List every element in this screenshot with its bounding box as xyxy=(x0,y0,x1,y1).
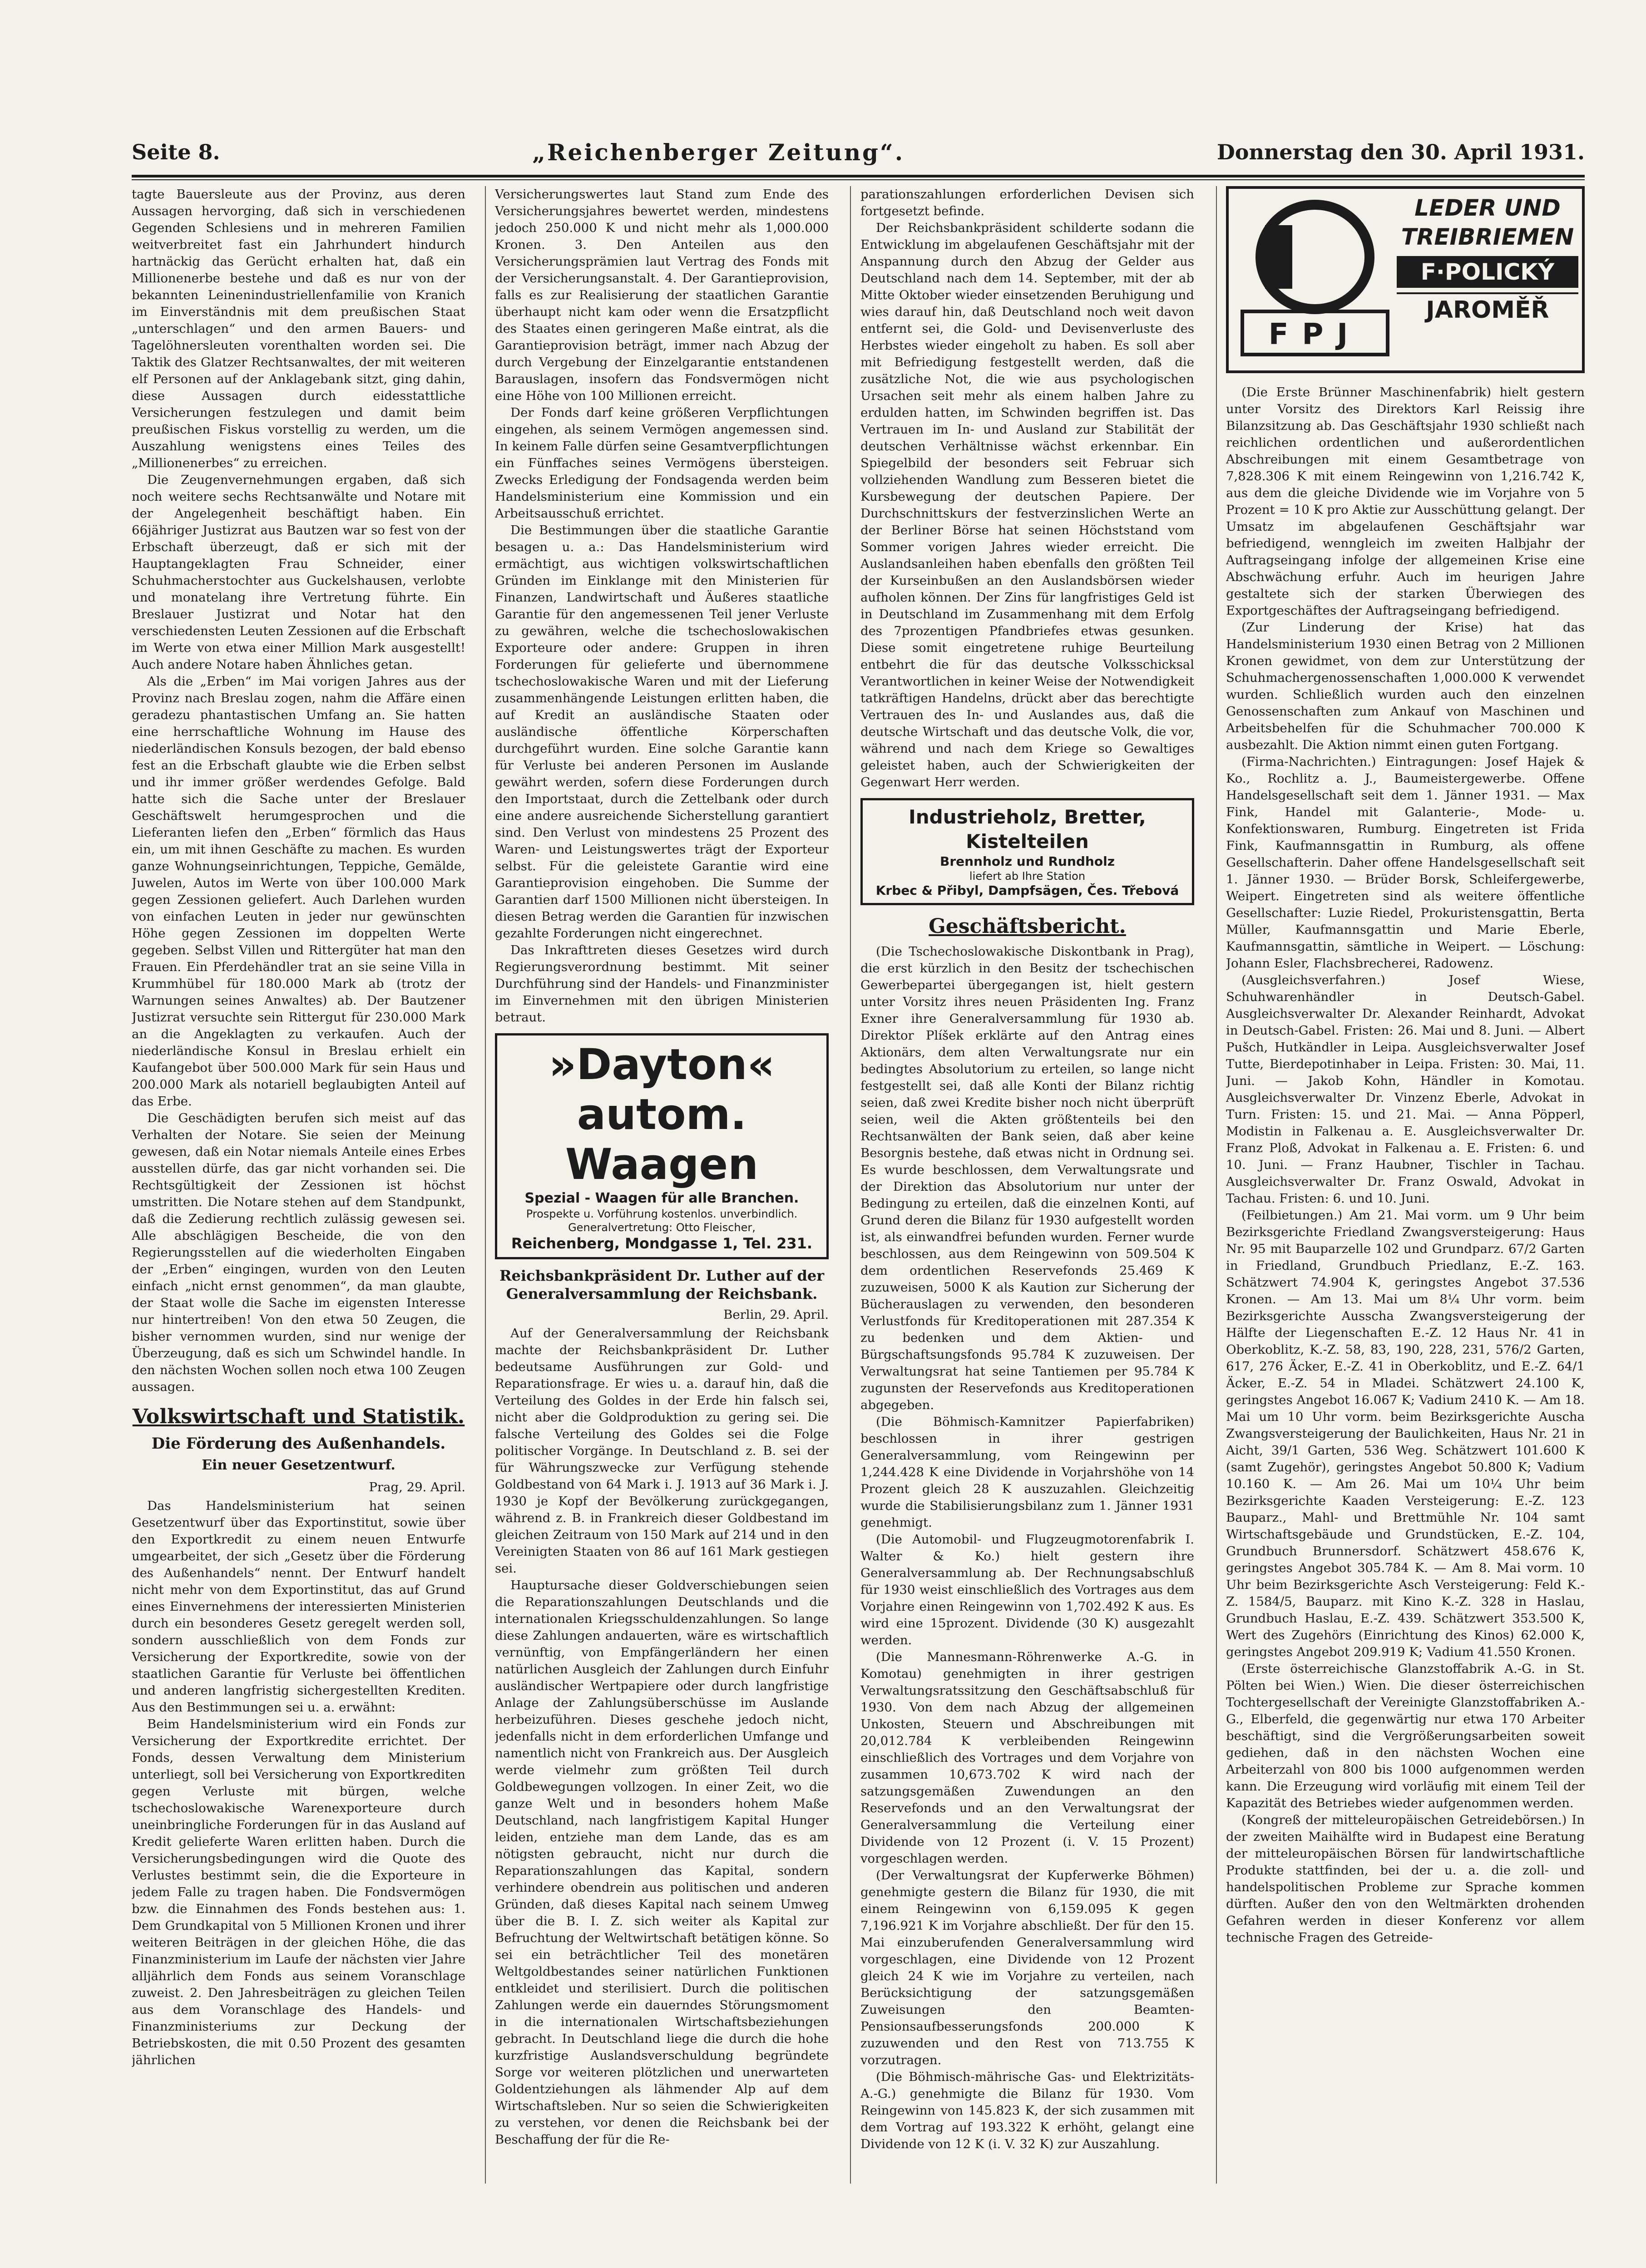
section-title: Geschäftsbericht. xyxy=(929,915,1126,938)
page-number: Seite 8. xyxy=(132,140,220,164)
article-paragraph: (Die Automobil- und Flugzeugmotorenfabrik I. Walter & Ko.) hielt gestern ihre Generalversammlung ab. Der Rechnungsabschluß für 1930 weist einschließlich des Vortrages aus dem Vorjahre einen Reingewinn von 1,702.492 K aus. Es wird eine 15prozent. Dividende (30 K) ausgezahlt werden. xyxy=(860,1532,1194,1647)
article-paragraph: Das Inkrafttreten dieses Gesetzes wird durch Regierungsverordnung bestimmt. Mit seiner Durchführung sind der Handels- und Finanzminister im Einvernehmen mit den übrigen Ministerien betraut. xyxy=(495,943,829,1025)
header-rule-thin xyxy=(132,179,1585,180)
ad-headline: Industrieholz, Bretter, Kistelteilen xyxy=(909,806,1146,853)
ad-details: liefert ab Ihre Station xyxy=(969,870,1086,883)
article-paragraph: Als die „Erben“ im Mai vorigen Jahres aus der Provinz nach Breslau zogen, nahm die Affäre einen geradezu phantastischen Umfang an. Sie hatten eine herrschaftliche Wohnung im Hause des niederländischen Konsuls bezogen, der bald ebenso fest an die Erbschaft glaubte wie die Erben selbst und ihr immer größer werdendes Gefolge. Bald hatte sich die Sache unter der Breslauer Geschäftswelt herumgesprochen und die Lieferanten liefen den „Erben“ förmlich das Haus ein, um mit ihnen Geschäfte zu machen. Es wurden ganze Wohnungseinrichtungen, Teppiche, Gemälde, Juwelen, Autos im Werte von über 100.000 Mark gegen Zessionen geliefert. Auch Darlehen wurden von einfachen Leuten in jeder nur gewünschten Höhe gegen Zessionen im doppelten Werte gegeben. Selbst Villen und Rittergüter hat man den Frauen. Ein Pferdehändler trat an sie seine Villa in Krummhübel für 180.000 Mark ab (trotz der Warnungen seines Anwaltes) ab. Der Bautzener Justizrat versuchte sein Rittergut für 230.000 Mark an die Angeklagten zu verkaufen. Auch der niederländische Konsul in Breslau erhielt ein Kaufangebot über 500.000 Mark für sein Haus und 200.000 Mark als notariell beglaubigten Anteil auf das Erbe. xyxy=(132,674,465,1109)
article-paragraph: Die Geschädigten berufen sich meist auf das Verhalten der Notare. Sie seien der Meinung gewesen, daß ein Notar niemals Anteile eines Erbes ausstellen dürfe, das gar nicht vorhanden sei. Die Rechtsgültigkeit der Zessionen ist höchst umstritten. Die Notare stehen auf dem Standpunkt, daß die Zedierung rechtlich zulässig gewesen sei. Alle abschlägigen Bescheide, die von den Regierungsstellen auf die wiederholten Eingaben der „Erben“ eingingen, wurden von den Leuten einfach „nicht ernst genommen“, da man glaubte, der Staat wolle die Sache im eigensten Interesse nur hintertreiben! Von den etwa 50 Zeugen, die bisher vernommen wurden, sind nur wenige der Überzeugung, daß es sich um Schwindel handle. In den nächsten Wochen sollen noch etwa 100 Zeugen aussagen. xyxy=(132,1111,465,1394)
ad-address: Krbec & Přibyl, Dampfsägen, Čes. Třebová xyxy=(875,883,1179,898)
column-divider xyxy=(1216,186,1217,2184)
dayton-advertisement xyxy=(495,1033,829,1259)
article-paragraph: Die Bestimmungen über die staatliche Garantie besagen u. a.: Das Handelsministerium wird ermächtigt, aus wichtigen volkswirtschaftlichen Gründen im Einklange mit den Ministerien für Finanzen, Landwirtschaft und Äußeres staatliche Garantie für den angemessenen Teil jener Verluste zu gewähren, welche die tschechoslowakischen Exporteure oder andere: Gruppen in ihren Forderungen für gelieferte und übernommene tschechoslowakische Waren und mit der Lieferung zusammenhängende Leistungen erlitten haben, die auf Kredit an ausländische Staaten oder ausländische öffentliche Körperschaften durchgeführt wurden. Eine solche Garantie kann für Verluste bei anderen Personen im Auslande gewährt werden, sofern diese Forderungen durch den Importstaat, durch die Zettelbank oder durch eine andere ausreichende Sicherstellung garantiert sind. Den Verlust von mindestens 25 Prozent des Waren- und Leistungswertes trägt der Exporteur selbst. Für die geleistete Garantie wird eine Garantieprovision eingehoben. Die Summe der Garantien darf 1500 Millionen nicht übersteigen. In diesen Betrag werden die Garantien für inzwischen gezahlte Forderungen nicht eingerechnet. xyxy=(495,523,829,941)
article-paragraph: (Feilbietungen.) Am 21. Mai vorm. um 9 Uhr beim Bezirksgerichte Friedland Zwangsversteigerung: Haus Nr. 95 mit Bauparzelle 102 und Grundparz. 67/2 Garten in Friedland, Grundbuch Priedlanz, E.-Z. 163. Schätzwert 74.904 K, geringstes Angebot 37.536 Kronen. — Am 13. Mai um 8¼ Uhr vorm. beim Bezirksgerichte Ausscha Zwangsversteigerung der Hälfte der Liegenschaften E.-Z. 12 Haus Nr. 41 in Oberkoblitz, K.-Z. 58, 83, 190, 228, 231, 576/2 Garten, 617, 276 Äcker, E.-Z. 41 in Oberkoblitz, und E.-Z. 64/1 Äcker, E.-Z. 54 in Mladei. Schätzwert 24.100 K, geringstes Angebot 16.067 K; Vadium 2410 K. — Am 18. Mai um 10 Uhr vorm. beim Bezirksgerichte Auscha Zwangsversteigerung der Baulichkeiten, Haus Nr. 21 in Aicht, 39/1 Garten, 536 Weg. Schätzwert 101.600 K (samt Zugehör), geringstes Angebot 50.800 K; Vadium 10.160 K. — Am 26. Mai um 10¼ Uhr beim Bezirksgerichte Kaaden Versteigerung: E.-Z. 123 Bauparz., Mahl- und Brettmühle Nr. 104 samt Wirtschaftsgebäude und Grundstücken, E.-Z. 104, Grundbuch Brunnersdorf. Schätzwert 458.676 K, geringstes Angebot 305.784 K. — Am 8. Mai vorm. 10 Uhr beim Bezirksgerichte Asch Versteigerung: Feld K.-Z. 1584/5, Bauparz. mit Kino K.-Z. 328 in Haslau, Grundbuch Haslau, E.-Z. 439. Schätzwert 353.500 K, Wert des Zugehörs (Einrichtung des Kinos) 62.000 K, geringstes Angebot 209.919 K; Vadium 41.550 Kronen. xyxy=(1226,1208,1585,1659)
article-headline: Die Förderung des Außenhandels. xyxy=(151,1435,446,1453)
article-paragraph: (Die Böhmisch-mährische Gas- und Elektrizitäts-A.-G.) genehmigte die Bilanz für 1930. Vom Reingewinn von 145.823 K, der sich zusammen mit dem Vortrag auf 193.322 K erhöht, gelangt eine Dividende von 12 K (i. V. 32 K) zur Auszahlung. xyxy=(860,2070,1194,2151)
article-paragraph: Hauptursache dieser Goldverschiebungen seien die Reparationszahlungen Deutschlands und die internationalen Kriegsschuldenzahlungen. So lange diese Zahlungen andauerten, wäre es wirtschaftlich vernünftig, von Empfängerländern her einen natürlichen Ausgleich der Zahlungen durch Einfuhr ausländischer Wertpapiere oder durch langfristige Anlage der Zahlungsüberschüsse im Auslande herbeizuführen. Dieses geschehe jedoch nicht, jedenfalls nicht in dem erforderlichen Umfange und namentlich nicht von Frankreich aus. Der Ausgleich werde vielmehr zum größten Teil durch Goldbewegungen vollzogen. In einer Zeit, wo die ganze Welt und in besonders hohem Maße Deutschland, nach langfristigem Kapital Hunger leiden, entziehe man dem Lande, das es am nötigsten gebraucht, nicht nur durch die Reparationszahlungen das Kapital, sondern verhindere obendrein aus politischen und anderen Gründen, daß dieses Kapital nach seinem Umweg über die B. I. Z. sich weiter als Kapital zur Befruchtung der Weltwirtschaft betätigen könne. So sei ein beträchtlicher Teil des monetären Weltgoldbestandes seiner natürlichen Funktionen entkleidet und sterilisiert. Durch die politischen Zahlungen werde ein dauerndes Störungsmoment in die internationalen Wirtschaftsbeziehungen gebracht. In Deutschland liege die durch die hohe kurzfristige Auslandsverschuldung begründete Sorge vor weiteren plötzlichen und unerwarteten Goldentziehungen als lähmender Alp auf dem Wirtschaftsleben. Nur so seien die Schwierigkeiten zu verstehen, vor denen die Reichsbank bei der Beschaffung der für die Re- xyxy=(495,1578,829,2147)
article-paragraph: (Die Böhmisch-Kamnitzer Papierfabriken) beschlossen in ihrer gestrigen Generalversammlung, vom Reingewinn per 1,244.428 K eine Dividende in Vorjahrshöhe von 14 Prozent gleich 28 K auszuzahlen. Gleichzeitig wurde die Stabilisierungsbilanz zum 1. Jänner 1931 genehmigt. xyxy=(860,1415,1194,1530)
issue-date: Donnerstag den 30. April 1931. xyxy=(1216,140,1585,164)
ad-line-treibriemen: TREIBRIEMEN xyxy=(1401,224,1574,250)
article-paragraph: Beim Handelsministerium wird ein Fonds zur Versicherung der Exportkredite errichtet. Der Fonds, dessen Verwaltung dem Ministerium unterliegt, soll bei Versicherung von Exportkrediten gegen Verluste mit bürgen, welche tschechoslowakische Warenexporteure durch uneinbringliche Forderungen für in das Ausland auf Kredit gelieferte Waren erlitten haben. Durch die Versicherungsbedingungen wird die Quote des Verlustes bestimmt sein, die die Exporteure in jedem Falle zu tragen haben. Die Fondsvermögen bzw. die Einnahmen des Fonds bestehen aus: 1. Dem Grundkapital von 5 Millionen Kronen und ihrer weiteren Beiträgen in der gleichen Höhe, die das Finanzministerium im Laufe der nächsten vier Jahre alljährlich dem Fonds aus seinem Voranschlage zuweist. 2. Den Jahresbeiträgen zu gleichen Teilen aus dem Voranschlage des Handels- und Finanzministeriums zur Deckung der Betriebskosten, die mit 0.50 Prozent des gesamten jährlichen xyxy=(132,1717,465,2067)
leder-treibriemen-advertisement xyxy=(1226,186,1585,373)
article-paragraph: (Erste österreichische Glanzstoffabrik A.-G. in St. Pölten bei Wien.) Wien. Die dieser österreichischen Tochtergesellschaft der Vereinigte Glanzstoffabriken A.-G., Elberfeld, die gegenwärtig nur etwa 170 Arbeiter beschäftigt, sind die Vergrößerungsarbeiten soweit gediehen, daß in den nächsten Wochen eine Arbeiterzahl von 800 bis 1000 aufgenommen werden kann. Die Erzeugung wird vorläufig mit einem Teil der Kapazität des Betriebes wieder aufgenommen werden. xyxy=(1226,1662,1585,1810)
ad-address: Reichenberg, Mondgasse 1, Tel. 231. xyxy=(511,1235,813,1252)
column-4 xyxy=(1226,186,1585,2184)
column-divider xyxy=(485,186,486,2184)
article-paragraph: (Zur Linderung der Krise) hat das Handelsministerium 1930 einen Betrag von 2 Millionen Kronen gewidmet, von dem zur Unterstützung der Schuhmachergenossenschaften 1,000.000 K verwendet wurden. Schließlich wurden auch den einzelnen Genossenschaften zum Ankauf von Maschinen und Arbeitsbehelfen für die Schuhmacher 700.000 K ausbezahlt. Die Aktion nimmt einen guten Fortgang. xyxy=(1226,620,1585,752)
ad-line-leder: LEDER UND xyxy=(1414,195,1561,221)
article-paragraph: Der Fonds darf keine größeren Verpflichtungen eingehen, als seinem Vermögen angemessen sind. In keinem Falle dürfen seine Gesamtverpflichtungen ein Fünffaches seines Vermögens übersteigen. Zwecks Erledigung der Fondsagenda werden beim Handelsministerium eine Kommission und ein Arbeitsausschuß errichtet. xyxy=(495,405,829,521)
column-divider xyxy=(850,186,851,2184)
article-headline: Reichsbankpräsident Dr. Luther auf der Generalversammlung der Reichsbank. xyxy=(499,1267,825,1302)
ad-brand: »Dayton« autom. Waagen xyxy=(549,1040,775,1189)
article-paragraph: (Die Tschechoslowakische Diskontbank in Prag), die erst kürzlich in den Besitz der tschechischen Gewerbepartei übergegangen ist, hielt gestern unter Vorsitz ihres neuen Präsidenten Ing. Franz Exner ihre Generalversammlung für 1930 ab. Direktor Plíšek erklärte auf den Antrag eines Aktionärs, dem alten Verwaltungsrate nur ein bedingtes Absolutorium zu erteilen, so lange nicht festgestellt sei, daß alle Konti der Bilanz richtig seien, daß zwei Kredite bisher noch nicht überprüft seien, weil die Akten größtenteils bei den Rechtsanwälten der Bank seien, daß aber keine Besorgnis bestehe, daß etwas nicht in Ordnung sei. Es wurde beschlossen, dem Verwaltungsrate und der Direktion das Absolutorium nur unter der Bedingung zu erteilen, daß die einzelnen Konti, auf Grund deren die Bilanz für 1930 aufgestellt worden ist, als einwandfrei befunden wurden. Ferner wurde beschlossen, aus dem Reingewinn von 509.504 K dem ordentlichen Reservefonds 25.469 K zuzuweisen, 5000 K als Kaution zur Sicherung der Bücherauslagen zu verwenden, den besonderen Verlustfonds für Kreditoperationen mit 287.354 K zu bedenken und dem Aktien- und Bürgschaftsungsfonds 95.784 K zuzuweisen. Der Verwaltungsrat hat seine Tantiemen per 95.784 K zugunsten der Reservefonds aus Kreditoperationen abgegeben. xyxy=(860,944,1194,1412)
logo-monogram: FPJ xyxy=(1268,318,1362,351)
article-subheadline: Ein neuer Gesetzentwurf. xyxy=(202,1457,395,1473)
article-paragraph: Versicherungswertes laut Stand zum Ende des Versicherungsjahres bewertet werden, mindestens jedoch 250.000 K und nicht mehr als 1,000.000 Kronen. 3. Den Anteilen aus den Versicherungsprämien laut Vertrag des Fonds mit der Versicherungsanstalt. 4. Der Garantieprovision, falls es zur Realisierung der staatlichen Garantie überhaupt nicht kam oder wenn die Ersatzpflicht des Staates einen geringeren Maße eintrat, als die Garantieprovision beträgt, immer nach Abzug der durch Vergebung der Einzelgarantie entstandenen Barauslagen, insofern das Fondsvermögen nicht eine Höhe von 100 Millionen erreicht. xyxy=(495,187,829,403)
article-paragraph: (Die Erste Brünner Maschinenfabrik) hielt gestern unter Vorsitz des Direktors Karl Reissig ihre Bilanzsitzung ab. Das Geschäftsjahr 1930 schließt nach reichlichen ordentlichen und außerordentlichen Abschreibungen mit einem Gesamtbetrage von 7,828.306 K mit einem Reingewinn von 1,216.742 K, aus dem die gleiche Dividende wie im Vorjahre von 5 Prozent = 10 K pro Aktie zur Ausschüttung gelangt. Der Umsatz im abgelaufenen Geschäftsjahr war befriedigend, wenngleich im zweiten Halbjahr der Auftragseingang infolge der allgemeinen Krise eine Abschwächung erfuhr. Auch im heurigen Jahre gestaltete sich der starken Überwiegen des Exportgeschäftes der Auftragseingang befriedigend. xyxy=(1226,385,1585,618)
column-3 xyxy=(860,186,1194,2184)
article-paragraph: Auf der Generalversammlung der Reichsbank machte der Reichsbankpräsident Dr. Luther bedeutsame Ausführungen zur Gold- und Reparationsfrage. Er wies u. a. darauf hin, daß die Verteilung des Goldes in der Erde hin falsch sei, nicht aber die Goldproduktion zu gering sei. Die falsche Verteilung des Goldes sei die Folge politischer Vorgänge. In Deutschland z. B. sei der für Währungszwecke zur Verfügung stehende Goldbestand von 64 Mark i. J. 1913 auf 36 Mark i. J. 1930 je Kopf der Bevölkerung zurückgegangen, während z. B. in Frankreich dieser Goldbestand im gleichen Zeitraum von 150 Mark auf 214 und in den Vereinigten Staaten von 86 auf 161 Mark gestiegen sei. xyxy=(495,1326,829,1576)
ad-subline: Brennholz und Rundholz xyxy=(939,854,1115,869)
newspaper-title: „Reichenberger Zeitung“. xyxy=(532,138,905,166)
column-1 xyxy=(132,186,465,2184)
column-2 xyxy=(495,186,829,2184)
ad-tagline: Spezial - Waagen für alle Branchen. xyxy=(524,1190,799,1206)
section-title: Volkswirtschaft und Statistik. xyxy=(132,1405,465,1428)
article-paragraph: (Ausgleichsverfahren.) Josef Wiese, Schuhwarenhändler in Deutsch-Gabel. Ausgleichsverwalter Dr. Alexander Reinhardt, Advokat in Deutsch-Gabel. Fristen: 26. Mai und 8. Juni. — Albert Pušch, Hutkändler in Leipa. Ausgleichsverwalter Josef Tutte, Bierdepotinhaber in Leipa. Fristen: 30. Mai, 11. Juni. — Jakob Kohn, Händler in Komotau. Ausgleichsverwalter Dr. Vinzenz Eberle, Advokat in Turn. Fristen: 15. und 21. Mai. — Anna Pöpperl, Modistin in Falkenau a. E. Ausgleichsverwalter Dr. Franz Ploß, Advokat in Falkenau a. E. Fristen: 6. und 10. Juni. — Franz Haubner, Tischler in Tachau. Ausgleichsverwalter Dr. Franz Oswald, Advokat in Tachau. Fristen: 6. und 10. Juni. xyxy=(1226,973,1585,1206)
header-rule xyxy=(132,175,1585,177)
article-paragraph: Das Handelsministerium hat seinen Gesetzentwurf über das Exportinstitut, sowie über den Exportkredit zu einem neuen Entwurfe umgearbeitet, der sich „Gesetz über die Förderung des Außenhandels“ nennt. Der Entwurf handelt nicht mehr von dem Exportinstitut, das auf Grund eines Einvernehmens der interessierten Ministerien durch ein besonderes Gesetz geregelt werden soll, sondern ausschließlich von dem Fonds zur Versicherung der Exportkredite, sowie von der staatlichen Garantie für Verluste bei öffentlichen und anderen langfristig sichergestellten Krediten. Aus den Bestimmungen sei u. a. erwähnt: xyxy=(132,1499,465,1715)
ad-details: Prospekte u. Vorführung kostenlos. unverbindlich. Generalvertretung: Otto Fleischer, xyxy=(526,1208,798,1234)
article-paragraph: (Firma-Nachrichten.) Eintragungen: Josef Hajek & Ko., Rochlitz a. J., Baumeistergewerbe. Offene Handelsgesellschaft seit dem 1. Jänner 1931. — Max Fink, Handel mit Galanterie-, Mode- u. Konfektionswaren, Rumburg. Eingetreten ist Frida Fink, Kaufmannsgattin in Rumburg, als offene Gesellschafterin. Daher offene Handelsgesellschaft seit 1. Jänner 1930. — Brüder Borsk, Schleifergewerbe, Weipert. Eingetreten sind als weitere öffentliche Gesellschafter: Luzie Riedel, Prokuristensgattin, Berta Müller, Kaufmannsgattin und Marie Eberle, Kaufmannsgattin, sämtliche in Weipert. — Löschung: Johann Esler, Flachsbrecherei, Radowenz. xyxy=(1226,754,1585,971)
ad-line-city: JAROMĚŘ xyxy=(1397,292,1578,326)
page-header xyxy=(132,136,1585,168)
article-paragraph: Die Zeugenvernehmungen ergaben, daß sich noch weitere sechs Rechtsanwälte und Notare mit der Angelegenheit beschäftigt haben. Ein 66jähriger Justizrat aus Bautzen war so fest von der Erbschaft überzeugt, daß er sich mit der Hauptangeklagten Frau Schneider, einer Schuhmacherstochter aus Guckelshausen, verlobte und monatelang ihre Vertretung führte. Ein Breslauer Justizrat und Notar hat den verschiedensten Leuten Zessionen auf die Erbschaft im Werte von etwa einer Million Mark ausgestellt! Auch andere Notare haben Ähnliches getan. xyxy=(132,473,465,672)
article-paragraph: tagte Bauersleute aus der Provinz, aus deren Aussagen hervorging, daß sich in verschiedenen Gegenden Schlesiens und in mehreren Familien weitverbreitet fast ein Jahrhundert hindurch hartnäckig das Gerücht erhalten hat, daß ein Millionenerbe bestehe und daß es nur von der bekannten Leinenindustriellenfamilie von Kranich im Einverständnis mit dem preußischen Staat „unterschlagen“ und den armen Bauers- und Tagelöhnersleuten vorenthalten worden sei. Die Taktik des Glatzer Rechtsanwaltes, der mit weiteren elf Personen auf der Anklagebank sitzt, ging dahin, diese Aussagen durch eidesstattliche Versicherungen festzulegen und damit beim preußischen Fiskus vorstellig zu werden, um die Auszahlung wenigstens eines Teiles des „Millionenerbes“ zu erreichen. xyxy=(132,187,465,470)
article-paragraph: Der Reichsbankpräsident schilderte sodann die Entwicklung im abgelaufenen Geschäftsjahr mit der Anspannung durch den Abzug der Gelder aus Deutschland nach dem 14. September, mit der ab Mitte Oktober wieder einsetzenden Beruhigung und wies darauf hin, daß Deutschland noch weit davon entfernt sei, die Gold- und Devisenverluste des Herbstes wieder eingeholt zu haben. Es soll aber mit Befriedigung festgestellt werden, daß die zusätzliche Not, die wie aus psychologischen Ursachen seit mehr als einem halben Jahre zu erdulden hatten, im Schwinden begriffen ist. Das Vertrauen im In- und Ausland zur Stabilität der deutschen Verhältnisse wächst erkennbar. Ein Spiegelbild der besonders seit Februar sich vollziehenden Wandlung zum Besseren bietet die Kursbewegung der deutschen Papiere. Der Durchschnittskurs der festverzinslichen Werte an der Berliner Börse hat seinen Höchststand vom Sommer vorigen Jahres wieder erreicht. Die Auslandsanleihen haben ebenfalls den größten Teil der Kurseinbußen an den Auslandsbörsen wieder aufholen können. Der Zins für langfristiges Geld ist in Deutschland im Zusammenhang mit dem Erfolg des 7prozentigen Pfandbriefes etwas gesunken. Diese somit eingetretene ruhige Beurteilung entbehrt die für das deutsche Volksschicksal Verantwortlichen in keiner Weise der Notwendigkeit tatkräftigen Handelns, drückt aber das berechtigte Vertrauen des In- und Auslandes aus, daß die deutsche Wirtschaft und das deutsche Volk, die vor, während und nach dem Kriege so Gewaltiges geleistet haben, auch der Schwierigkeiten der Gegenwart Herr werden. xyxy=(860,221,1194,789)
ad-line-company: F·POLICKÝ xyxy=(1397,256,1578,288)
ad-text-block xyxy=(1397,193,1578,326)
article-paragraph: (Die Mannesmann-Röhrenwerke A.-G. in Komotau) genehmigten in ihrer gestrigen Verwaltungsratssitzung den Geschäftsabschluß für 1930. Von dem nach Abzug der allgemeinen Unkosten, Steuern und Abschreibungen mit 20,012.784 K verbleibenden Reingewinn einschließlich des Vortrages und dem Vorjahre von zusammen 10,673.702 K wird nach der satzungsgemäßen Zuwendungen an den Reservefonds und an den Verwaltungsrat der Generalversammlung die Verteilung einer Dividende von 12 Prozent (i. V. 15 Prozent) vorgeschlagen werden. xyxy=(860,1650,1194,1866)
dateline: Prag, 29. April. xyxy=(369,1480,465,1494)
industrieholz-advertisement xyxy=(860,798,1194,905)
belt-logo-icon xyxy=(1238,198,1392,361)
article-paragraph: parationszahlungen erforderlichen Devisen sich fortgesetzt befinde. xyxy=(860,187,1194,218)
article-paragraph: (Kongreß der mitteleuropäischen Getreidebörsen.) In der zweiten Maihälfte wird in Budapest eine Beratung der mitteleuropäischen Börsen für landwirtschaftliche Produkte stattfinden, bei der u. a. die zoll- und handelspolitischen Probleme zur Sprache kommen dürften. Außer den von den Weltmärkten drohenden Gefahren werden in dieser Konferenz vor allem technische Fragen des Getreide- xyxy=(1226,1813,1585,1945)
dateline: Berlin, 29. April. xyxy=(723,1307,829,1322)
article-paragraph: (Der Verwaltungsrat der Kupferwerke Böhmen) genehmigte gestern die Bilanz für 1930, die mit einem Reingewinn von 6,159.095 K gegen 7,196.921 K im Vorjahre abschließt. Der für den 15. Mai einzuberufenden Generalversammlung wird vorgeschlagen, eine Dividende von 12 Prozent gleich 24 K wie im Vorjahre zu verteilen, nach Berücksichtigung der satzungsgemäßen Zuweisungen den Beamten-Pensionsaufbesserungsfonds 200.000 K zuzuwenden und den Rest von 713.755 K vorzutragen. xyxy=(860,1868,1194,2067)
